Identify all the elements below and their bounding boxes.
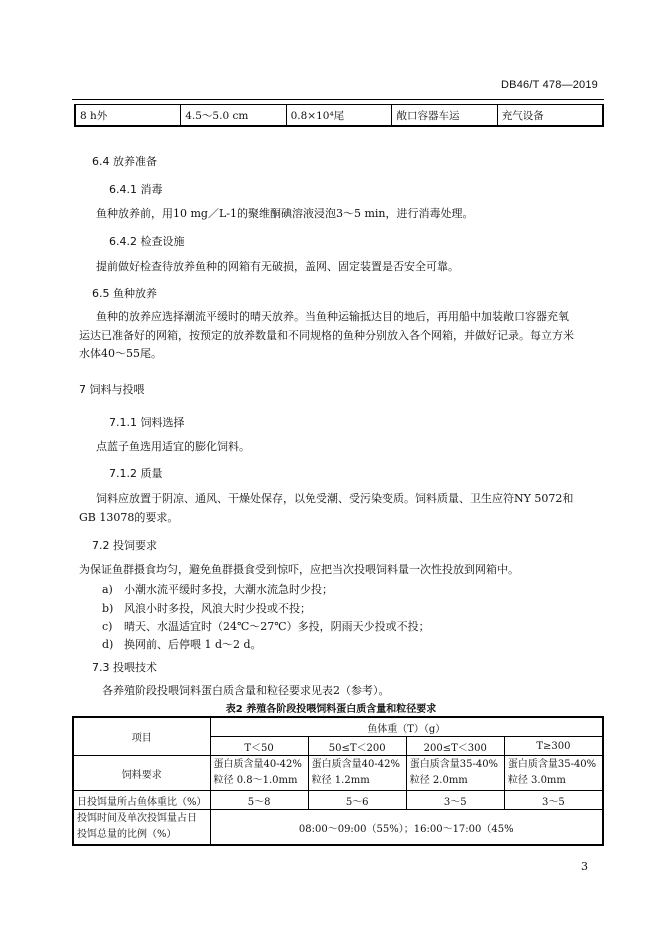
section-heading-7-3: 7.3 投喂技术 [92, 661, 157, 674]
table-header-item: 项目 [73, 717, 210, 756]
paragraph-disinfection: 鱼种放养前，用10 mg／L-1的聚维酮碘溶液浸泡3～5 min，进行消毒处理。 [96, 207, 474, 220]
list-item-text: 风浪小时多投，风浪大时少投或不投； [124, 602, 311, 615]
table-cell: 08:00～09:00（55%）；16:00～17:00（45% [210, 810, 603, 846]
row-label-line-1: 投饵时间及单次投饵量占日 [77, 813, 197, 824]
particle-size: 粒径 1.2mm [311, 775, 370, 786]
table-cell [308, 756, 406, 791]
table-caption: 表2 养殖各阶段投喂饲料蛋白质含量和粒径要求 [225, 704, 437, 715]
list-item [102, 636, 262, 652]
page-number: 3 [581, 860, 588, 873]
table-header-weight: T＜50 [210, 737, 308, 756]
table-cell: 敞口容器车运 [392, 105, 497, 127]
table-cell: 8 h外 [75, 105, 181, 127]
paragraph-feeding-intro: 为保证鱼群摄食均匀，避免鱼群摄食受到惊吓，应把当次投喂饲料量一次性投放到网箱中。 [79, 563, 519, 576]
paragraph-stocking-line-3: 水体40～55尾。 [79, 347, 162, 360]
list-item [102, 600, 311, 616]
table-cell [406, 756, 504, 791]
row-label-line-2: 投饵总量的比例（%） [77, 829, 177, 840]
paragraph-quality-line-1: 饲料应放置于阴凉、通风、干燥处保存，以免受潮、受污染变质。饲料质量、卫生应符NY 5072和 [96, 492, 574, 505]
section-heading-6-4-2: 6.4.2 检查设施 [109, 235, 185, 248]
table-header-weight: 50≤T＜200 [308, 737, 406, 756]
table-row-label: 饲料要求 [73, 756, 210, 791]
table-cell [504, 756, 603, 791]
section-heading-6-4: 6.4 放养准备 [92, 155, 157, 168]
section-heading-6-5: 6.5 鱼种放养 [92, 287, 157, 300]
section-heading-7-1-2: 7.1.2 质量 [109, 467, 163, 480]
table-header-weight: T≥300 [504, 737, 603, 756]
list-item-label: d) [102, 638, 114, 651]
list-item-label: b) [102, 602, 114, 615]
list-item [102, 618, 430, 634]
paragraph-check-facilities: 提前做好检查待放养鱼种的网箱有无破损，盖网、固定装置是否安全可靠。 [96, 260, 459, 273]
section-heading-7: 7 饲料与投喂 [79, 383, 145, 396]
protein-content: 蛋白质含量35-40% [409, 759, 499, 770]
table-cell: 3～5 [406, 791, 504, 810]
section-heading-7-1-1: 7.1.1 饲料选择 [109, 416, 185, 429]
section-heading-7-2: 7.2 投饲要求 [92, 539, 157, 552]
table-row-label [73, 810, 210, 846]
table-row [73, 791, 603, 810]
list-item-label: a) [102, 583, 113, 596]
particle-size: 粒径 2.0mm [409, 775, 468, 786]
header-rule [72, 99, 604, 100]
protein-content: 蛋白质含量40-42% [213, 759, 302, 770]
paragraph-feed-selection: 点蓝子鱼选用适宜的膨化饲料。 [96, 440, 250, 453]
table-header-weight: 200≤T＜300 [406, 737, 504, 756]
table-cell: 充气设备 [497, 105, 603, 127]
document-code: DB46/T 478—2019 [501, 79, 598, 91]
paragraph-stocking-line-2: 运达已准备好的网箱，按预定的放养数量和不同规格的鱼种分别放入各个网箱，并做好记录。每立方米 [79, 329, 574, 342]
table-cell: 0.8×10⁴尾 [286, 105, 392, 127]
table-row [75, 105, 603, 127]
paragraph-quality-line-2: GB 13078的要求。 [79, 511, 179, 524]
list-item-text: 晴天、水温适宜时（24℃～27℃）多投，阴雨天少投或不投； [124, 620, 430, 633]
protein-content: 蛋白质含量35-40% [507, 759, 597, 770]
paragraph-feeding-technique: 各养殖阶段投喂饲料蛋白质含量和粒径要求见表2（参考）。 [102, 684, 390, 697]
table-row [73, 756, 603, 791]
table-row [73, 717, 603, 737]
table-row-label: 日投饵量所占鱼体重比（%） [73, 791, 210, 810]
table-cell: 5～6 [308, 791, 406, 810]
protein-content: 蛋白质含量40-42% [311, 759, 400, 770]
feed-requirements-table [72, 716, 604, 846]
table-cell: 4.5～5.0 cm [181, 105, 286, 127]
table-cell [210, 756, 308, 791]
list-item-text: 换网前、后停喂 1 d～2 d。 [124, 638, 262, 651]
list-item [102, 581, 333, 597]
list-item-text: 小潮水流平缓时多投，大潮水流急时少投； [124, 583, 333, 596]
table-header-weight-group: 鱼体重（T）（g） [210, 717, 603, 737]
transport-table-fragment [74, 104, 604, 127]
paragraph-stocking-line-1: 鱼种的放养应选择潮流平缓时的晴天放养。当鱼种运输抵达目的地后，再用船中加装敞口容器充氧 [96, 310, 569, 323]
table-cell: 3～5 [504, 791, 603, 810]
section-heading-6-4-1: 6.4.1 消毒 [109, 183, 163, 196]
particle-size: 粒径 0.8～1.0mm [213, 775, 298, 786]
table-cell: 5～8 [210, 791, 308, 810]
list-item-label: c) [102, 620, 113, 633]
particle-size: 粒径 3.0mm [507, 775, 566, 786]
table-row [73, 810, 603, 846]
